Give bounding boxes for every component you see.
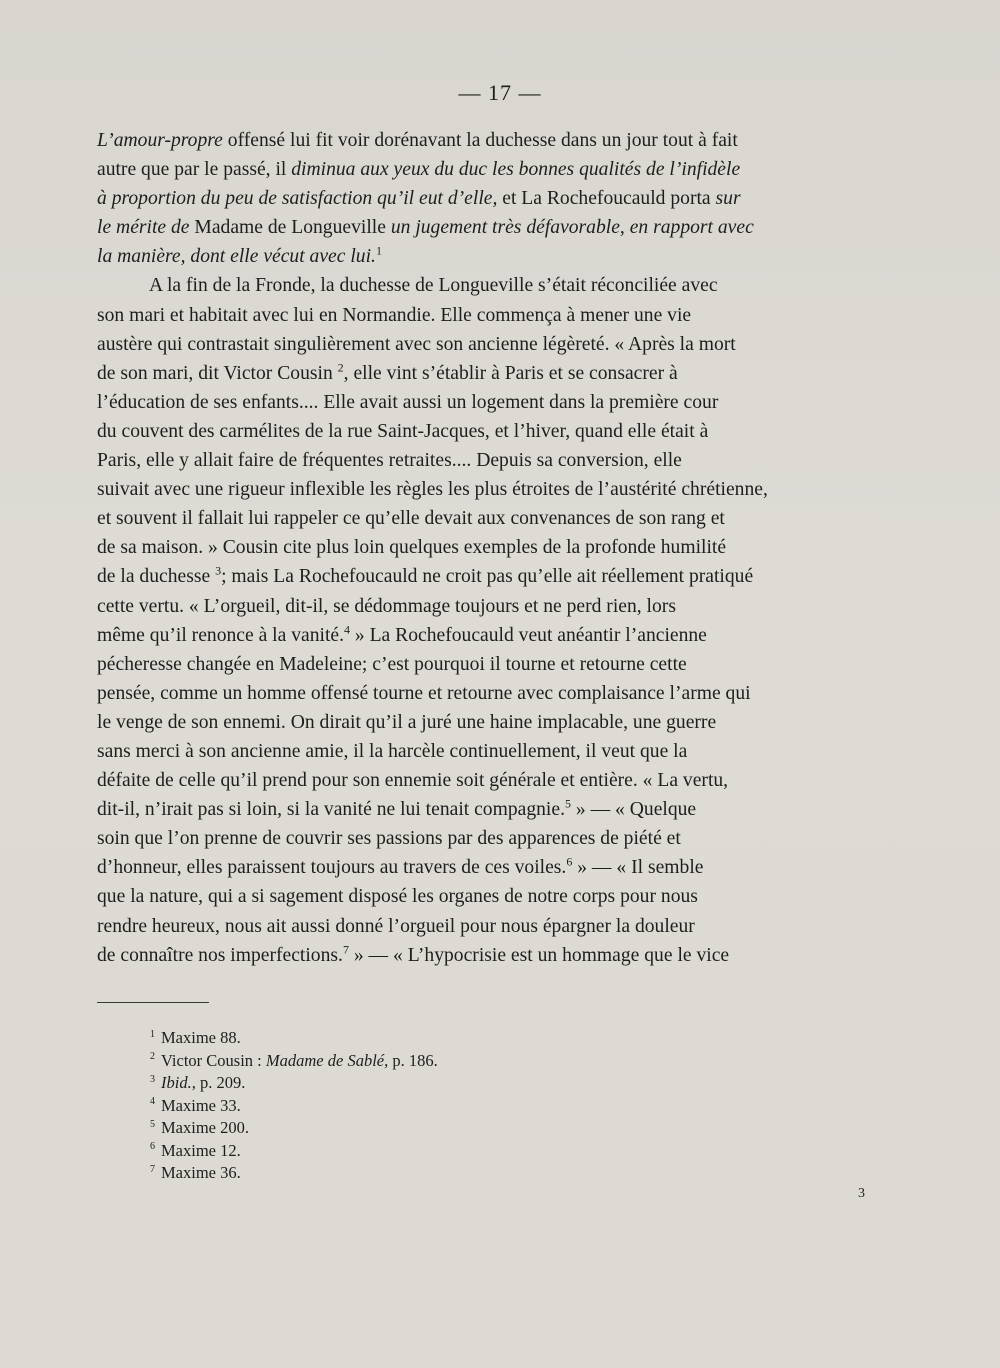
body-line: de la duchesse $^3$; mais La Rochefoucauld ne croit pas qu’elle ait réellement pratiqué	[97, 563, 754, 588]
footnote	[150, 1117, 750, 1140]
signature-mark: 3	[858, 1186, 865, 1201]
body-line: austère qui contrastait singulièrement avec son ancienne légèreté. « Après la mort	[97, 333, 736, 355]
body-line: de son mari, dit Victor Cousin $^2$, elle vint s’établir à Paris et se consacrer à	[97, 360, 678, 384]
body-line: autre que par le passé, il diminua aux yeux du duc les bonnes qualités de l’infidèle	[97, 159, 741, 181]
body-line: de sa maison. » Cousin cite plus loin quelques exemples de la profonde humilité	[97, 537, 727, 559]
body-line: son mari et habitait avec lui en Normandie. Elle commença à mener une vie	[97, 304, 692, 326]
body-line: le mérite de Madame de Longueville un jugement très défavorable, en rapport avec	[97, 217, 754, 239]
footnote-text: Maxime 12.	[161, 1140, 241, 1160]
footnote	[150, 1095, 750, 1118]
body-line: pécheresse changée en Madeleine; c’est pourquoi il tourne et retourne cette	[97, 653, 687, 675]
footnote-number: 1	[150, 1028, 155, 1040]
body-line: que la nature, qui a si sagement disposé les organes de notre corps pour nous	[97, 886, 698, 908]
footnote-number: 4	[150, 1096, 155, 1107]
page-number: — 17 —	[458, 80, 542, 105]
body-line: défaite de celle qu’il prend pour son ennemie soit générale et entière. « La vertu,	[97, 770, 729, 792]
paragraph-start-line: A la fin de la Fronde, la duchesse de Longueville s’était réconciliée avec	[149, 275, 718, 297]
body-line: à proportion du peu de satisfaction qu’il eut d’elle, et La Rochefoucauld porta sur	[97, 188, 741, 210]
footnote-number: 2	[150, 1051, 155, 1062]
body-line: l’éducation de ses enfants.... Elle avait aussi un logement dans la première cour	[97, 391, 719, 413]
body-line: et souvent il fallait lui rappeler ce qu’elle devait aux convenances de son rang et	[97, 508, 725, 530]
body-line: du couvent des carmélites de la rue Saint-Jacques, et l’hiver, quand elle était à	[97, 420, 709, 442]
footnote-divider	[97, 1002, 209, 1003]
footnote-number: 6	[150, 1141, 155, 1152]
footnote-text: Maxime 36.	[161, 1163, 241, 1182]
footnote-number: 7	[150, 1163, 155, 1175]
body-line: dit-il, n’irait pas si loin, si la vanité ne lui tenait compagnie.$^5$ » — « Quelque	[97, 796, 697, 821]
body-line: le venge de son ennemi. On dirait qu’il a juré une haine implacable, une guerre	[97, 711, 717, 733]
footnote-number: 5	[150, 1118, 155, 1130]
footnote	[150, 1140, 750, 1163]
body-text	[97, 126, 903, 970]
body-line: pensée, comme un homme offensé tourne et retourne avec complaisance l’arme qui	[97, 682, 751, 704]
body-line: Paris, elle y allait faire de fréquentes retraites.... Depuis sa conversion, elle	[97, 450, 682, 472]
body-line: suivait avec une rigueur inflexible les règles les plus étroites de l’austérité chrétienne,	[97, 479, 768, 501]
body-line: de connaître nos imperfections.$^7$ » — « L’hypocrisie est un hommage que le vice	[97, 942, 730, 966]
footnote	[150, 1162, 750, 1185]
footnotes	[150, 1027, 750, 1185]
body-line: même qu’il renonce à la vanité.$^4$ » La Rochefoucauld veut anéantir l’ancienne	[97, 622, 707, 646]
body-line: rendre heureux, nous ait aussi donné l’orgueil pour nous épargner la douleur	[97, 915, 695, 937]
footnote-text: Maxime 88.	[161, 1028, 241, 1047]
body-line: d’honneur, elles paraissent toujours au travers de ces voiles.$^6$ » — « Il semble	[97, 854, 704, 879]
footnote	[150, 1072, 750, 1095]
body-line: la manière, dont elle vécut avec lui.$^1$	[97, 243, 382, 268]
footnote-text: Maxime 33.	[161, 1095, 241, 1115]
body-line: soin que l’on prenne de couvrir ses passions par des apparences de piété et	[97, 828, 681, 850]
body-line: cette vertu. « L’orgueil, dit-il, se dédommage toujours et ne perd rien, lors	[97, 595, 676, 617]
footnote	[150, 1027, 750, 1050]
footnote-text: Maxime 200.	[161, 1118, 249, 1137]
footnote-number: 3	[150, 1073, 155, 1085]
footnote	[150, 1050, 750, 1073]
footnote-text: Ibid., p. 209.	[161, 1073, 246, 1092]
body-line: L’amour-propre offensé lui fit voir dorénavant la duchesse dans un jour tout à fait	[97, 130, 738, 151]
body-line: sans merci à son ancienne amie, il la harcèle continuellement, il veut que la	[97, 740, 688, 762]
footnote-text: Victor Cousin : Madame de Sablé, p. 186.	[161, 1050, 438, 1070]
